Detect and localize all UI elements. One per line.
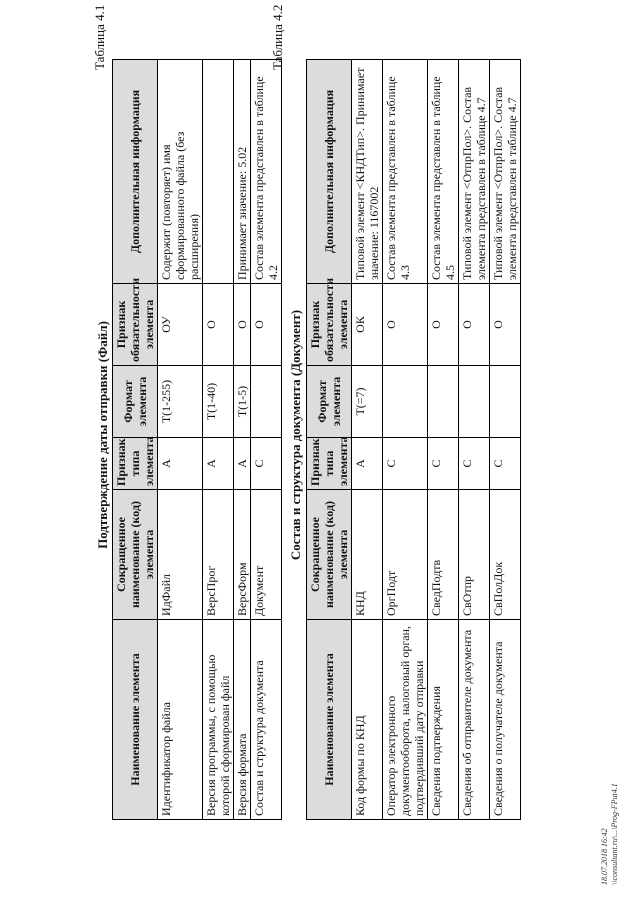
table2-header: Наименование элемента [307,620,352,820]
table-cell: С [428,438,459,490]
table-row [459,60,490,820]
table-cell: Оператор электронного документооборота, налоговый орган, подтвердивший дату отправки [383,620,428,820]
table-row [383,60,428,820]
table-row [428,60,459,820]
table-cell: Состав элемента представлен в таблице 4.5 [428,60,459,284]
table-cell: Сведения об отправителе документа [459,620,490,820]
table-cell: ОК [352,284,383,366]
table1-header-row [113,60,158,820]
print-stamp [600,783,620,885]
table-cell: Код формы по КНД [352,620,383,820]
table-cell [383,366,428,438]
table-cell: С [383,438,428,490]
table1-header: Формат элемента [113,366,158,438]
table-cell: СвПолДок [490,490,521,620]
table2-header: Признак обязательности элемента [307,284,352,366]
table-cell: Принимает значение: 5.02 [234,60,251,284]
table1-header: Сокращенное наименование (код) элемента [113,490,158,620]
table2-header: Дополнительная информация [307,60,352,284]
table-cell [459,366,490,438]
table-cell: Типовой элемент <ОтпрПол>. Состав элемента представлен в таблице 4.7 [459,60,490,284]
table1-header: Признак обязательности элемента [113,284,158,366]
table-cell: Содержит (повторяет) имя сформированного файла (без расширения) [158,60,203,284]
table1-header: Наименование элемента [113,620,158,820]
table-cell: Состав и структура документа [251,620,282,820]
table-cell: Документ [251,490,282,620]
table1-header: Дополнительная информация [113,60,158,284]
table-cell: О [383,284,428,366]
table2-title: Состав и структура документа (Документ) [288,309,303,561]
table-cell: Т(1-255) [158,366,203,438]
table2-header: Признак типа элемента [307,438,352,490]
table-cell: Типовой элемент <КНДТип>. Принимает значение: 1167002 [352,60,383,284]
table-row [234,60,251,820]
table-cell: ВерсФорм [234,490,251,620]
table-cell: О [428,284,459,366]
table-cell: ОргПодт [383,490,428,620]
table-row [251,60,282,820]
table-cell [490,366,521,438]
table-cell: А [352,438,383,490]
table1 [112,59,282,820]
table-cell: ОУ [158,284,203,366]
table-cell: А [203,438,234,490]
table-cell: С [459,438,490,490]
table-cell [251,366,282,438]
table-row [203,60,234,820]
table-cell: Т(1-5) [234,366,251,438]
table-cell: ИдФайл [158,490,203,620]
table-cell: КНД [352,490,383,620]
table-cell: Состав элемента представлен в таблице 4.3 [383,60,428,284]
table-cell [203,60,234,284]
table-cell: Идентификатор файла [158,620,203,820]
table-row [352,60,383,820]
table-row [158,60,203,820]
table1-title: Подтверждение даты отправки (Файл) [95,321,110,549]
table-cell: СведПодтв [428,490,459,620]
table-cell: СвОтпр [459,490,490,620]
table-cell: Версия программы, с помощью которой сформирован файл [203,620,234,820]
table2-header-row [307,60,352,820]
table-cell: О [490,284,521,366]
table-cell: О [251,284,282,366]
table-cell: С [251,438,282,490]
table-cell: О [203,284,234,366]
table-cell: ВерсПрог [203,490,234,620]
table-row [490,60,521,820]
table-cell: Версия формата [234,620,251,820]
table-cell: Состав элемента представлен в таблице 4.2 [251,60,282,284]
table-cell: Т(1-40) [203,366,234,438]
table1-header: Признак типа элемента [113,438,158,490]
table2-label: Таблица 4.2 [270,4,285,70]
table-cell: А [158,438,203,490]
stamp-line: \\consultant.ru\...\Prog-FPut4.1 [610,783,619,885]
table-cell: О [459,284,490,366]
table-cell [428,366,459,438]
table-cell: Сведения подтверждения [428,620,459,820]
table1-label: Таблица 4.1 [92,4,107,70]
stamp-line: 18.07.2018 16:42 [600,828,609,885]
table-cell: О [234,284,251,366]
table2-header: Сокращенное наименование (код) элемента [307,490,352,620]
table2-header: Формат элемента [307,366,352,438]
table2 [306,59,521,820]
table-cell: С [490,438,521,490]
table-cell: Сведения о получателе документа [490,620,521,820]
table-cell: Типовой элемент <ОтпрПол>. Состав элемента представлен в таблице 4.7 [490,60,521,284]
table-cell: А [234,438,251,490]
table-cell: Т(=7) [352,366,383,438]
